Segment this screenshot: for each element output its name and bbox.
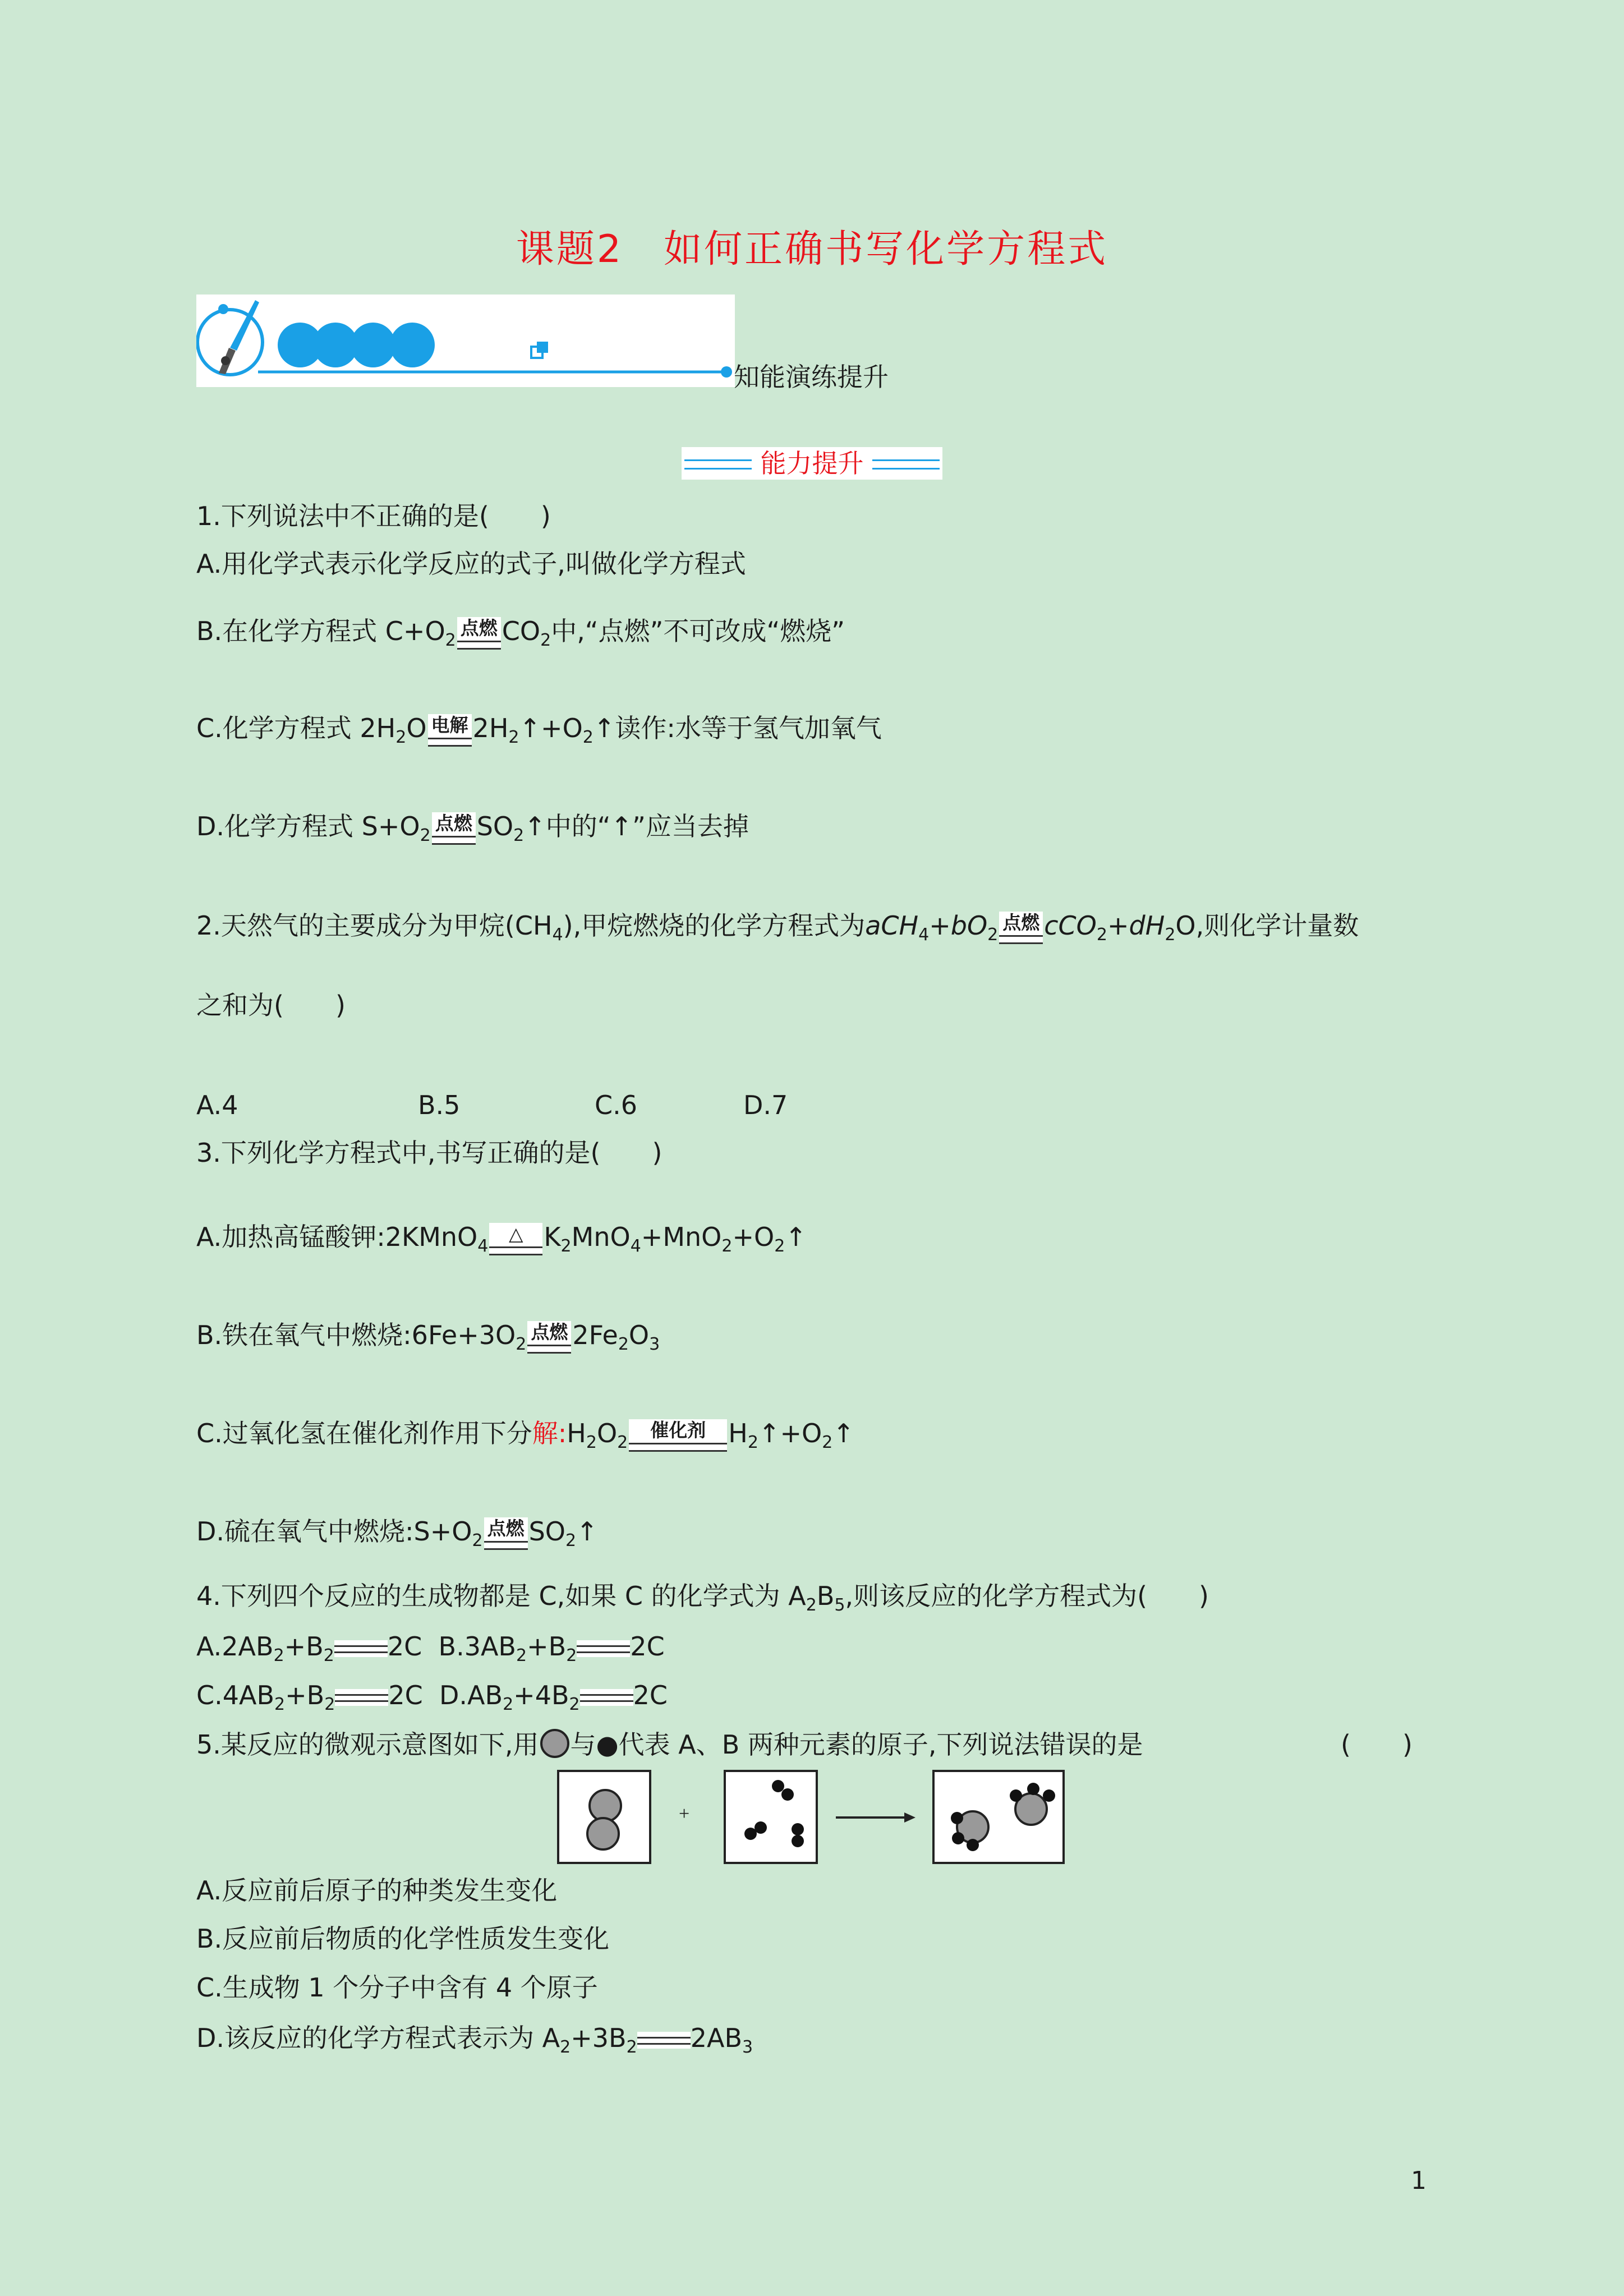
reaction-condition: 点燃 <box>432 812 476 845</box>
atom-a-icon <box>539 1728 571 1759</box>
q3-option-d: D.硫在氧气中燃烧$:S+O_2$ 点燃 $SO_2↑$ <box>196 1516 598 1550</box>
q1-option-a: A.用化学式表示化学反应的式子,叫做化学方程式 <box>196 549 746 579</box>
section-banner <box>196 295 735 387</box>
q1-stem: 1.下列说法中不正确的是( ) <box>196 501 551 531</box>
section-right-bar <box>872 459 940 470</box>
section-left-bar <box>684 459 752 470</box>
q4-option-d: $D.AB_2+4B_2$ 2C <box>439 1680 668 1714</box>
q3-option-c: C.过氧化氢在催化剂作用下分解$:H_2O_2$ 催化剂 $H_2↑+O_2↑$ <box>196 1418 854 1452</box>
reaction-condition: 点燃 <box>457 617 501 650</box>
section-heading <box>682 447 942 480</box>
q2-option-b: B.5 <box>418 1090 461 1120</box>
reaction-arrow-icon <box>836 1809 917 1826</box>
q1-option-d: D.化学方程式 $S+O_2$ 点燃 $SO_2↑$中的“↑”应当去掉 <box>196 811 749 845</box>
section-heading-text: 能力提升 <box>760 448 864 478</box>
q5-option-a: A.反应前后原子的种类发生变化 <box>196 1875 558 1906</box>
q5-stem: 5.某反应的微观示意图如下,用 与●代表 A、B 两种元素的原子,下列说法错误的是 <box>196 1728 1143 1761</box>
q4-option-c: $C.4AB_2+B_2$ 2C <box>196 1680 423 1714</box>
reactant-a2-box <box>557 1770 651 1864</box>
q3-option-a: A.加热高锰酸钾:2KMnO$_4$ △ $K_2MnO_4+MnO_2+O_2↑$ <box>196 1222 807 1256</box>
q2-option-d: D.7 <box>743 1090 788 1120</box>
q4-options-ab <box>196 1630 665 1673</box>
q4-stem: 4.下列四个反应的生成物都是 C,如果 C 的化学式为 $A_2B_5$,则该反应的化学方程式为( ) <box>196 1581 1209 1615</box>
reaction-condition: 点燃 <box>484 1517 528 1550</box>
q5-option-d: D.该反应的化学方程式表示为 $A_2+3B_2$ $2AB_3$ <box>196 2023 753 2057</box>
q2-option-c: C.6 <box>595 1090 638 1120</box>
diagram-plus: + <box>679 1803 690 1824</box>
q2-options <box>196 1088 788 1122</box>
reaction-condition: 催化剂 <box>629 1419 727 1452</box>
q4-option-b: $B.3AB_2+B_2$ 2C <box>438 1631 665 1665</box>
q5-answer-paren: ( ) <box>1341 1729 1413 1760</box>
q5-option-c: C.生成物 1 个分子中含有 4 个原子 <box>196 1972 598 2003</box>
banner-suffix: 知能演练提升 <box>734 362 889 392</box>
reaction-condition: 点燃 <box>527 1321 571 1354</box>
banner-graphic <box>196 295 735 387</box>
product-ab3-box <box>932 1770 1065 1864</box>
reaction-condition: 点燃 <box>999 912 1043 944</box>
reaction-condition: △ <box>489 1223 542 1255</box>
page-number: 1 <box>1411 2166 1427 2195</box>
q2-stem-cont: 之和为( ) <box>196 990 346 1020</box>
page-title: 课题2 如何正确书写化学方程式 <box>516 227 1108 272</box>
q1-option-c: C.化学方程式 $2H_2O$ 电解 $2H_2↑+O_2↑$读作:水等于氢气加氧气 <box>196 713 882 747</box>
q5-option-b: B.反应前后物质的化学性质发生变化 <box>196 1924 610 1954</box>
q4-option-a: $A.2AB_2+B_2$ 2C <box>196 1631 422 1665</box>
reactant-b2-box <box>724 1770 818 1864</box>
q1-option-b: B.在化学方程式 $C+O_2$ 点燃 $CO_2$中,“点燃”不可改成“燃烧” <box>196 616 845 650</box>
q2-option-a: A.4 <box>196 1090 238 1120</box>
brush-circle-icon <box>197 310 263 375</box>
reaction-condition: 电解 <box>428 714 472 747</box>
q3-option-b: B.铁在氧气中燃烧$:6Fe+3O_2$ 点燃 $2Fe_2O_3$ <box>196 1320 660 1354</box>
q4-options-cd <box>196 1678 668 1722</box>
q3-stem: 3.下列化学方程式中,书写正确的是( ) <box>196 1138 663 1168</box>
q2-stem: 2.天然气的主要成分为甲烷$(CH_4)$,甲烷燃烧的化学方程式为$aCH_4+bO_2$ 点燃 $cCO_2+dH_2O$,则化学计量数 <box>196 910 1359 945</box>
